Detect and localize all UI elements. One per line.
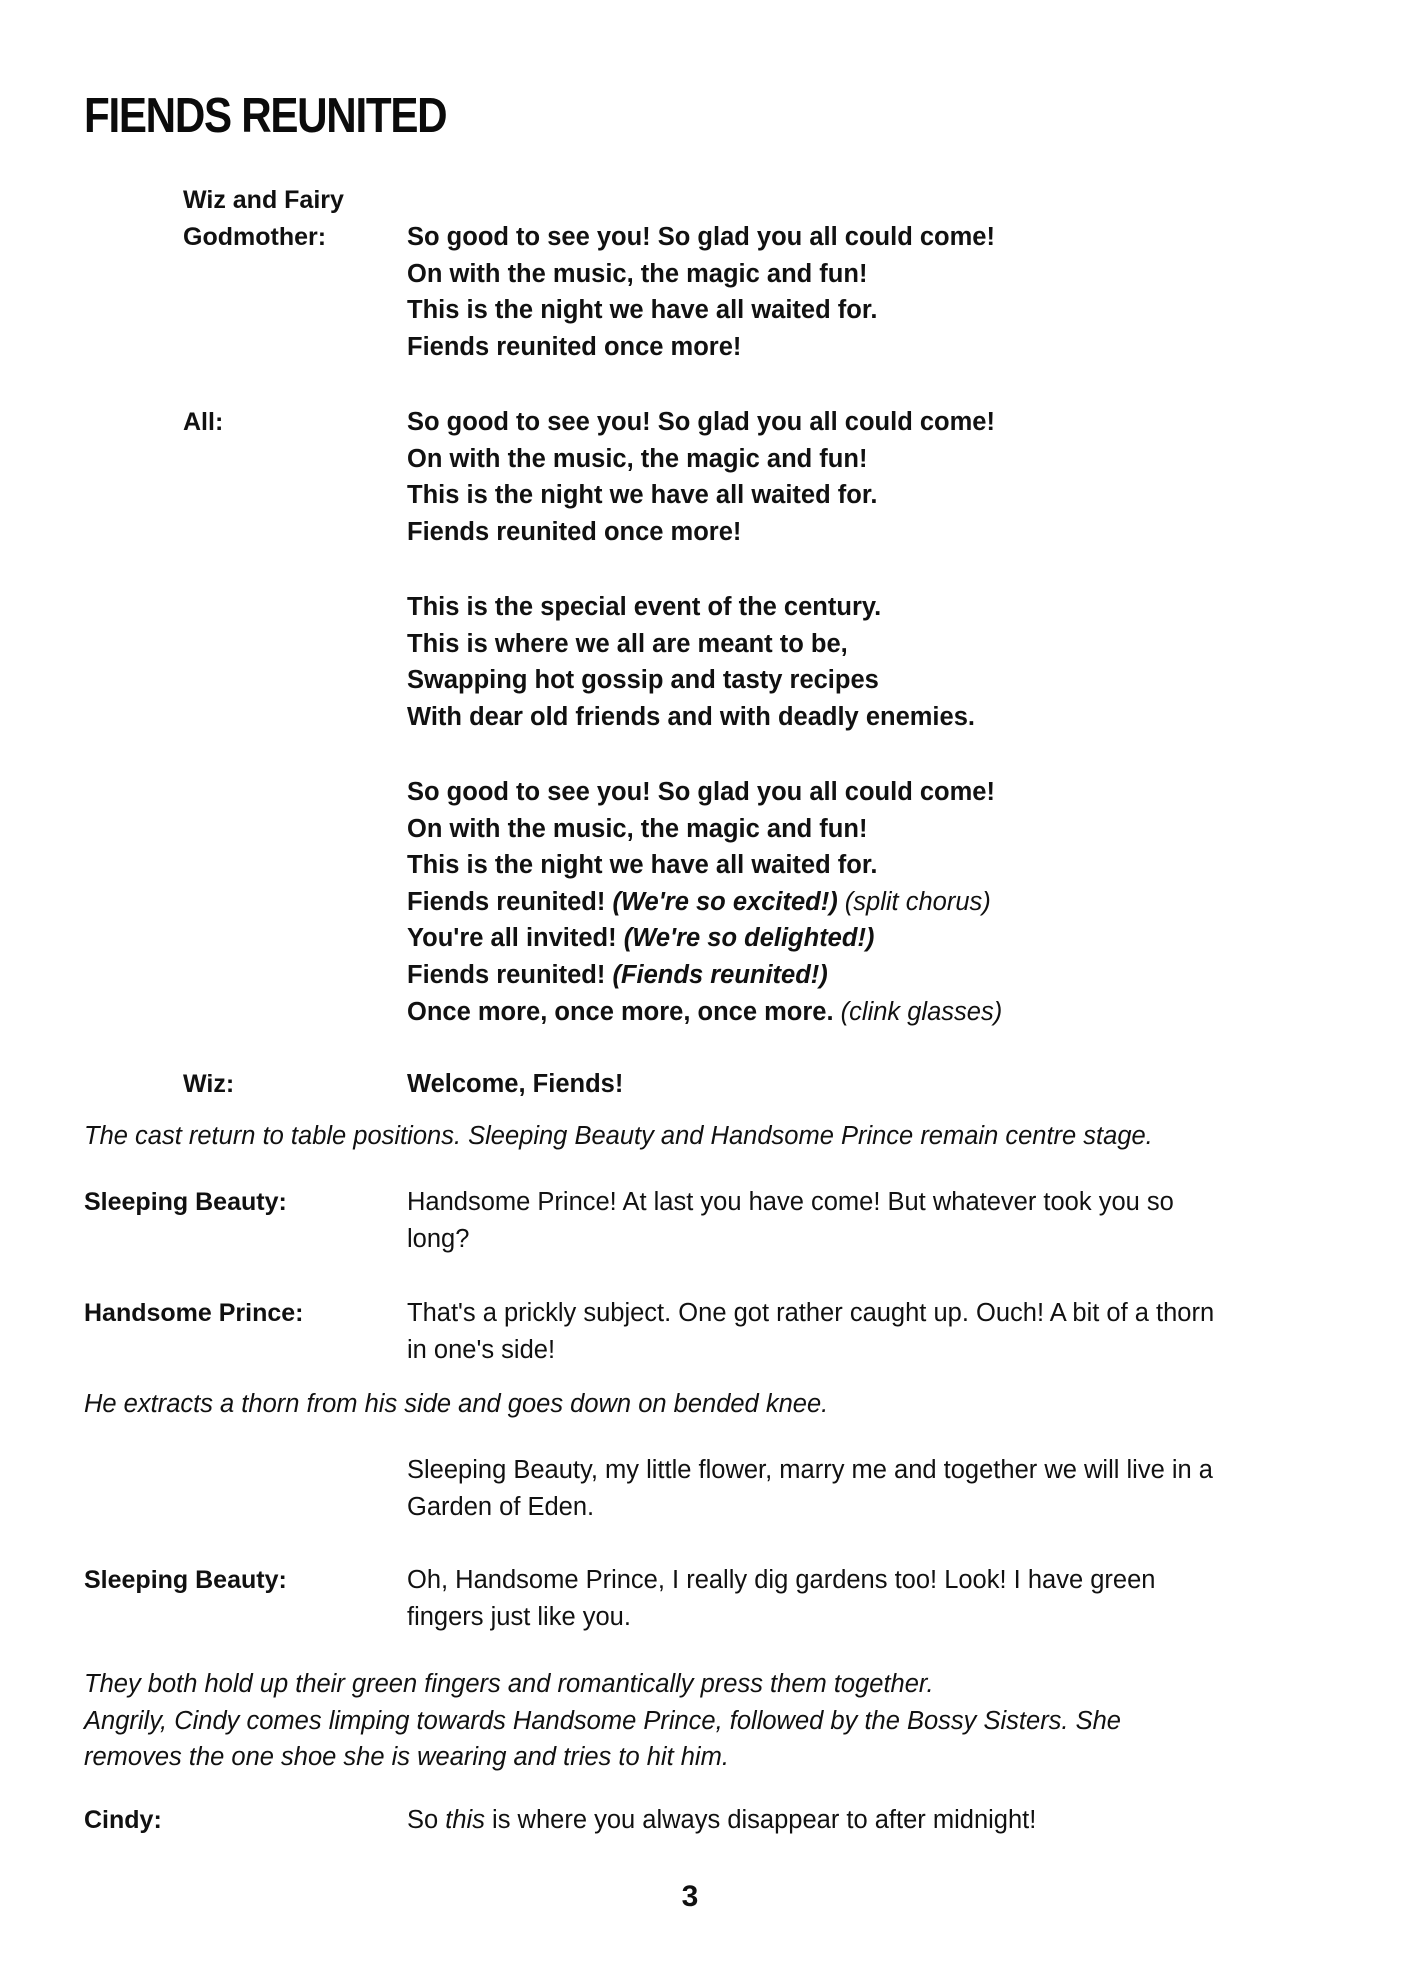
verse-1: [407, 219, 995, 365]
lyric-line: This is the night we have all waited for.: [407, 296, 878, 325]
page-number: 3: [681, 1880, 699, 1913]
stage-direction: They both hold up their green fingers and romantically press them together.: [84, 1670, 934, 1698]
lyric-line: On with the music, the magic and fun!: [407, 259, 868, 288]
dialogue-line: Sleeping Beauty, my little flower, marry me and together we will live in a: [407, 1456, 1213, 1484]
lyric-main: You're all invited!: [407, 924, 617, 953]
split-chorus-line: [407, 957, 1002, 994]
lyric-main: Fiends reunited!: [407, 887, 606, 916]
dialogue-text: So: [407, 1806, 446, 1834]
dialogue-line: That's a prickly subject. One got rather caught up. Ouch! A bit of a thorn: [407, 1299, 1215, 1327]
speaker-wiz-and-fairy-godmother: [183, 182, 344, 256]
dialogue-line: Handsome Prince! At last you have come! But whatever took you so: [407, 1188, 1174, 1216]
dialogue-wiz: [407, 1066, 623, 1103]
lyric-line: This is the night we have all waited for.: [407, 851, 878, 880]
final-lyric-line: [407, 994, 1002, 1031]
page-title: FIENDS REUNITED: [84, 89, 447, 143]
lyric-echo: (We're so delighted!): [623, 924, 875, 953]
split-chorus-line: [407, 884, 1002, 921]
speaker-wiz: Wiz:: [183, 1070, 235, 1098]
dialogue-cindy: [407, 1802, 1036, 1839]
dialogue-sleeping-beauty: [407, 1184, 1174, 1257]
lyric-line: With dear old friends and with deadly enemies.: [407, 702, 975, 731]
verse-4: [407, 774, 1002, 1030]
dialogue-line: [407, 1802, 1036, 1839]
stage-note: (clink glasses): [840, 997, 1003, 1026]
dialogue-line: Welcome, Fiends!: [407, 1070, 624, 1098]
lyric-line: This is the special event of the century.: [407, 593, 882, 621]
dialogue-line: Garden of Eden.: [407, 1492, 595, 1521]
dialogue-sleeping-beauty: [407, 1562, 1155, 1635]
lyric-line: So good to see you! So glad you all could come!: [407, 223, 995, 251]
speaker-cindy: Cindy:: [84, 1806, 162, 1834]
stage-direction: The cast return to table positions. Sleeping Beauty and Handsome Prince remain centre stage.: [84, 1122, 1153, 1150]
lyric-line: Fiends reunited once more!: [407, 332, 742, 361]
speaker-all: All:: [183, 408, 224, 436]
stage-note: (split chorus): [844, 887, 991, 916]
lyric-line: So good to see you! So glad you all could come!: [407, 408, 995, 436]
dialogue-line: Oh, Handsome Prince, I really dig gardens too! Look! I have green: [407, 1566, 1156, 1594]
verse-2: [407, 404, 995, 550]
lyric-line: This is the night we have all waited for.: [407, 481, 878, 510]
lyric-main: Once more, once more, once more.: [407, 997, 834, 1026]
lyric-echo: (We're so excited!): [612, 887, 838, 916]
stage-direction: removes the one shoe she is wearing and tries to hit him.: [84, 1743, 729, 1772]
stage-direction: He extracts a thorn from his side and goes down on bended knee.: [84, 1390, 829, 1418]
lyric-line: Swapping hot gossip and tasty recipes: [407, 666, 879, 695]
speaker-sleeping-beauty: Sleeping Beauty:: [84, 1188, 287, 1216]
lyric-line: So good to see you! So glad you all could come!: [407, 778, 995, 806]
dialogue-handsome-prince-continued: [407, 1452, 1213, 1525]
speaker-name-line: Wiz and Fairy: [183, 186, 344, 214]
stage-direction: Angrily, Cindy comes limping towards Handsome Prince, followed by the Bossy Sisters. She: [84, 1706, 1121, 1735]
lyric-line: This is where we all are meant to be,: [407, 629, 848, 658]
lyric-main: Fiends reunited!: [407, 960, 606, 989]
dialogue-line: in one's side!: [407, 1335, 556, 1364]
dialogue-text: is where you always disappear to after midnight!: [484, 1806, 1037, 1834]
lyric-line: On with the music, the magic and fun!: [407, 814, 868, 843]
verse-3: [407, 589, 975, 735]
speaker-name-line: Godmother:: [183, 223, 327, 251]
lyric-echo: (Fiends reunited!): [612, 960, 828, 989]
dialogue-line: long?: [407, 1224, 470, 1253]
emphasis-text: this: [445, 1806, 485, 1834]
stage-direction-block: [84, 1666, 1121, 1776]
dialogue-handsome-prince: [407, 1295, 1214, 1368]
split-chorus-line: [407, 920, 1002, 957]
lyric-line: On with the music, the magic and fun!: [407, 444, 868, 473]
dialogue-line: fingers just like you.: [407, 1602, 631, 1631]
lyric-line: Fiends reunited once more!: [407, 517, 742, 546]
speaker-handsome-prince: Handsome Prince:: [84, 1299, 304, 1327]
speaker-sleeping-beauty: Sleeping Beauty:: [84, 1566, 287, 1594]
